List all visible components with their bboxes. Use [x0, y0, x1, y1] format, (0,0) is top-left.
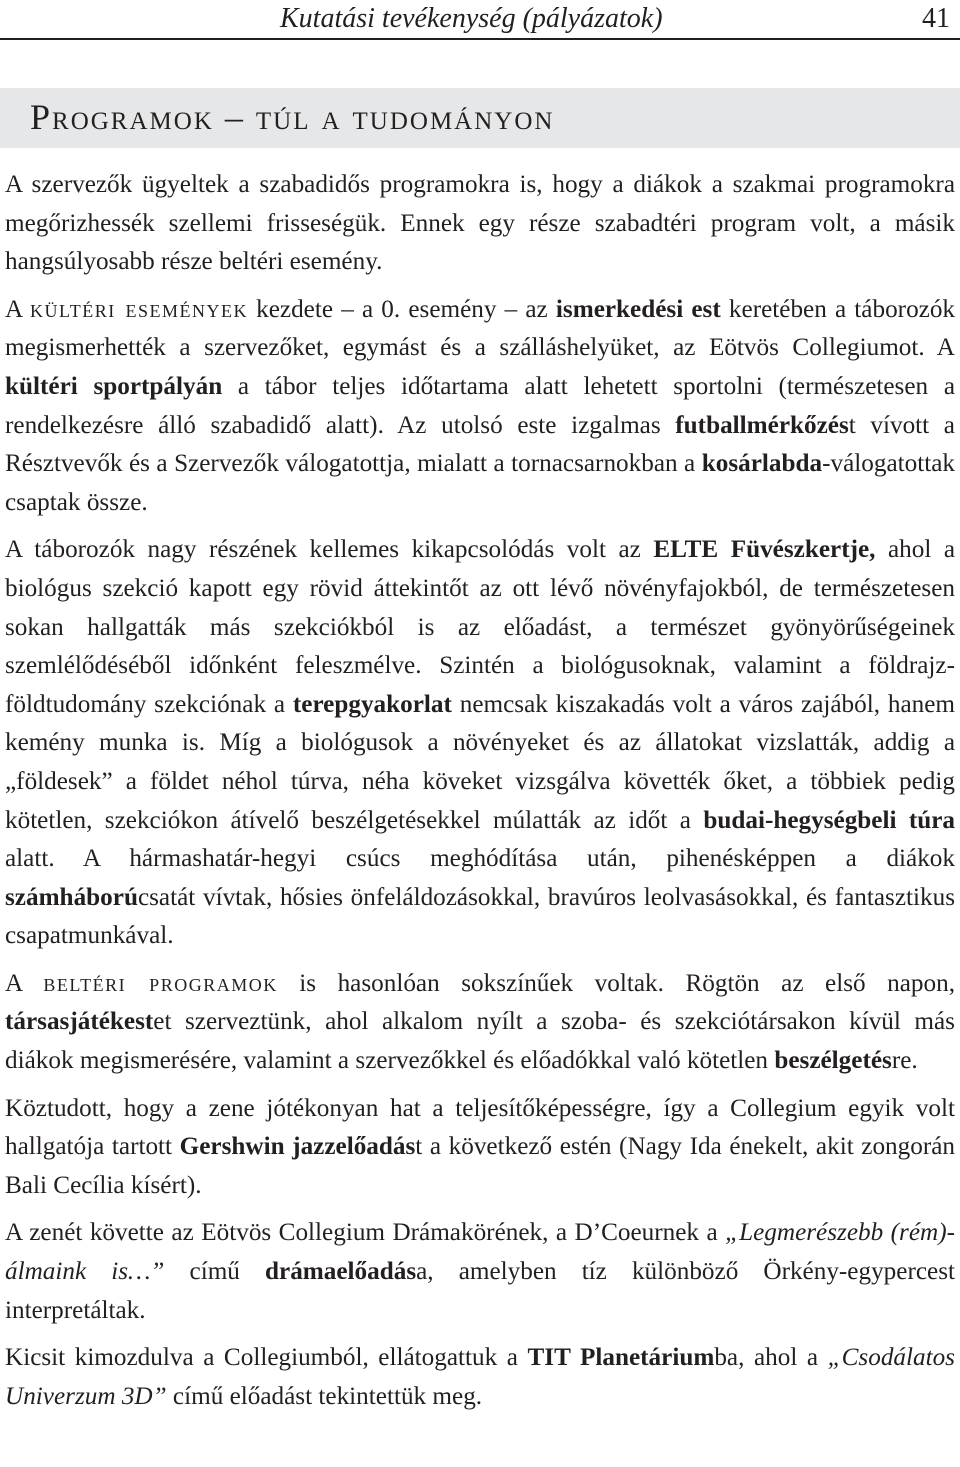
page-number: 41 — [922, 3, 950, 34]
running-head-title: Kutatási tevékenység (pályázatok) — [280, 3, 663, 34]
bold-term: kosárlabda — [701, 450, 823, 478]
bold-term: terepgyakorlat — [292, 690, 452, 718]
bold-term: ELTE Füvészkertje, — [653, 536, 876, 564]
paragraph-planetarium: Kicsit kimozdulva a Collegiumból, ellátogattuk a TIT Planetáriumba, ahol a „Csodálatos Univerzum 3D” című előadást tekintettük meg. — [5, 1344, 955, 1410]
bold-term: ismerkedési est — [555, 295, 721, 323]
bold-term: társasjátékest — [5, 1008, 154, 1036]
bold-term: drámaelőadás — [265, 1258, 417, 1286]
paragraph-outdoor-events: A kültéri események kezdete – a 0. esemény – az ismerkedési est keretében a táborozók megismerhették a szervezőket, egymást és a szálláshelyüket, az Eötvös Collegiumot. A kültéri sportpályán a tábor teljes időtartama alatt lehetett sportolni (természetesen a rendelkezésre álló szabadidő alatt). Az utolsó este izgalmas futballmérkőzést vívott a Résztvevők és a Szervezők válogatottja, mialatt a tornacsarnokban a kosárlabda-válogatottak csaptak össze. — [5, 295, 956, 516]
bold-term: kültéri sportpályán — [5, 372, 223, 400]
bold-term: TIT Planetárium — [527, 1344, 715, 1372]
italic-title: „Csodálatos Univerzum 3D” — [5, 1344, 955, 1410]
small-caps-term: kültéri események — [29, 295, 248, 323]
paragraph-drama: A zenét követte az Eötvös Collegium Drámakörének, a D’Coeurnek a „Legmerészebb (rém)-álmaink is…” című drámaelőadása, amelyben tíz különböző Örkény-egypercest interpretáltak. — [5, 1219, 955, 1324]
bold-term: budai-hegységbeli túra — [703, 806, 956, 834]
section-heading: Programok – túl a tudományon — [30, 97, 555, 137]
paragraph-indoor-programs: A beltéri programok is hasonlóan sokszínűek voltak. Rögtön az első napon, társasjátékestet szerveztünk, ahol alkalom nyílt a szoba- és szekciótársakon kívül más diákok megismerésére, valamint a szervezőkkel és előadókkal való kötetlen beszélgetésre. — [5, 969, 955, 1075]
running-head — [0, 0, 960, 40]
bold-term: számháború — [5, 883, 138, 911]
paragraph-botanic-garden: A táborozók nagy részének kellemes kikapcsolódás volt az ELTE Füvészkertje, ahol a biológus szekció kapott egy rövid áttekintőt az ott lévő növényfajokból, de természetesen sokan hallgatták más szekciókból is az előadást, a természet gyönyörűségeinek szemlélődéséből időnként feleszmélve. Szintén a biológusoknak, valamint a földrajz-földtudomány szekciónak a terepgyakorlat nemcsak kiszakadás volt a város zajából, hanem kemény munka is. Míg a biológusok a növényeket és az állatokat vizslatták, addig a „földesek” a földet néhol túrva, néha köveket vizsgálva követték őket, a többiek pedig kötetlen, szekciókon átívelő beszélgetésekkel múlatták az időt a budai-hegységbeli túra alatt. A hármashatár-hegyi csúcs meghódítása után, pihenésképpen a diákok számháborúcsatát vívtak, hősies önfeláldozásokkal, bravúros leolvasásokkal, és fantasztikus csapatmunkával. — [5, 536, 956, 950]
section-heading-band — [0, 88, 960, 148]
bold-term: Gershwin jazzelőadás — [179, 1133, 416, 1161]
bold-term: futballmérkőzés — [675, 411, 849, 439]
small-caps-term: beltéri programok — [43, 969, 278, 997]
bold-term: beszélgetés — [774, 1047, 892, 1075]
body-text — [5, 166, 955, 1425]
paragraph-jazz-concert: Köztudott, hogy a zene jótékonyan hat a teljesítőképességre, így a Collegium egyik volt hallgatója tartott Gershwin jazzelőadást a következő estén (Nagy Ida énekelt, akit zongorán Bali Cecília kísért). — [5, 1094, 955, 1199]
italic-title: „Legmerészebb (rém)-álmaink is…” — [5, 1219, 955, 1286]
paragraph-intro: A szervezők ügyeltek a szabadidős programokra is, hogy a diákok a szakmai programokra megőrizhessék szellemi frisseségük. Ennek egy része szabadtéri program volt, a másik hangsúlyosabb része beltéri esemény. — [5, 171, 955, 276]
